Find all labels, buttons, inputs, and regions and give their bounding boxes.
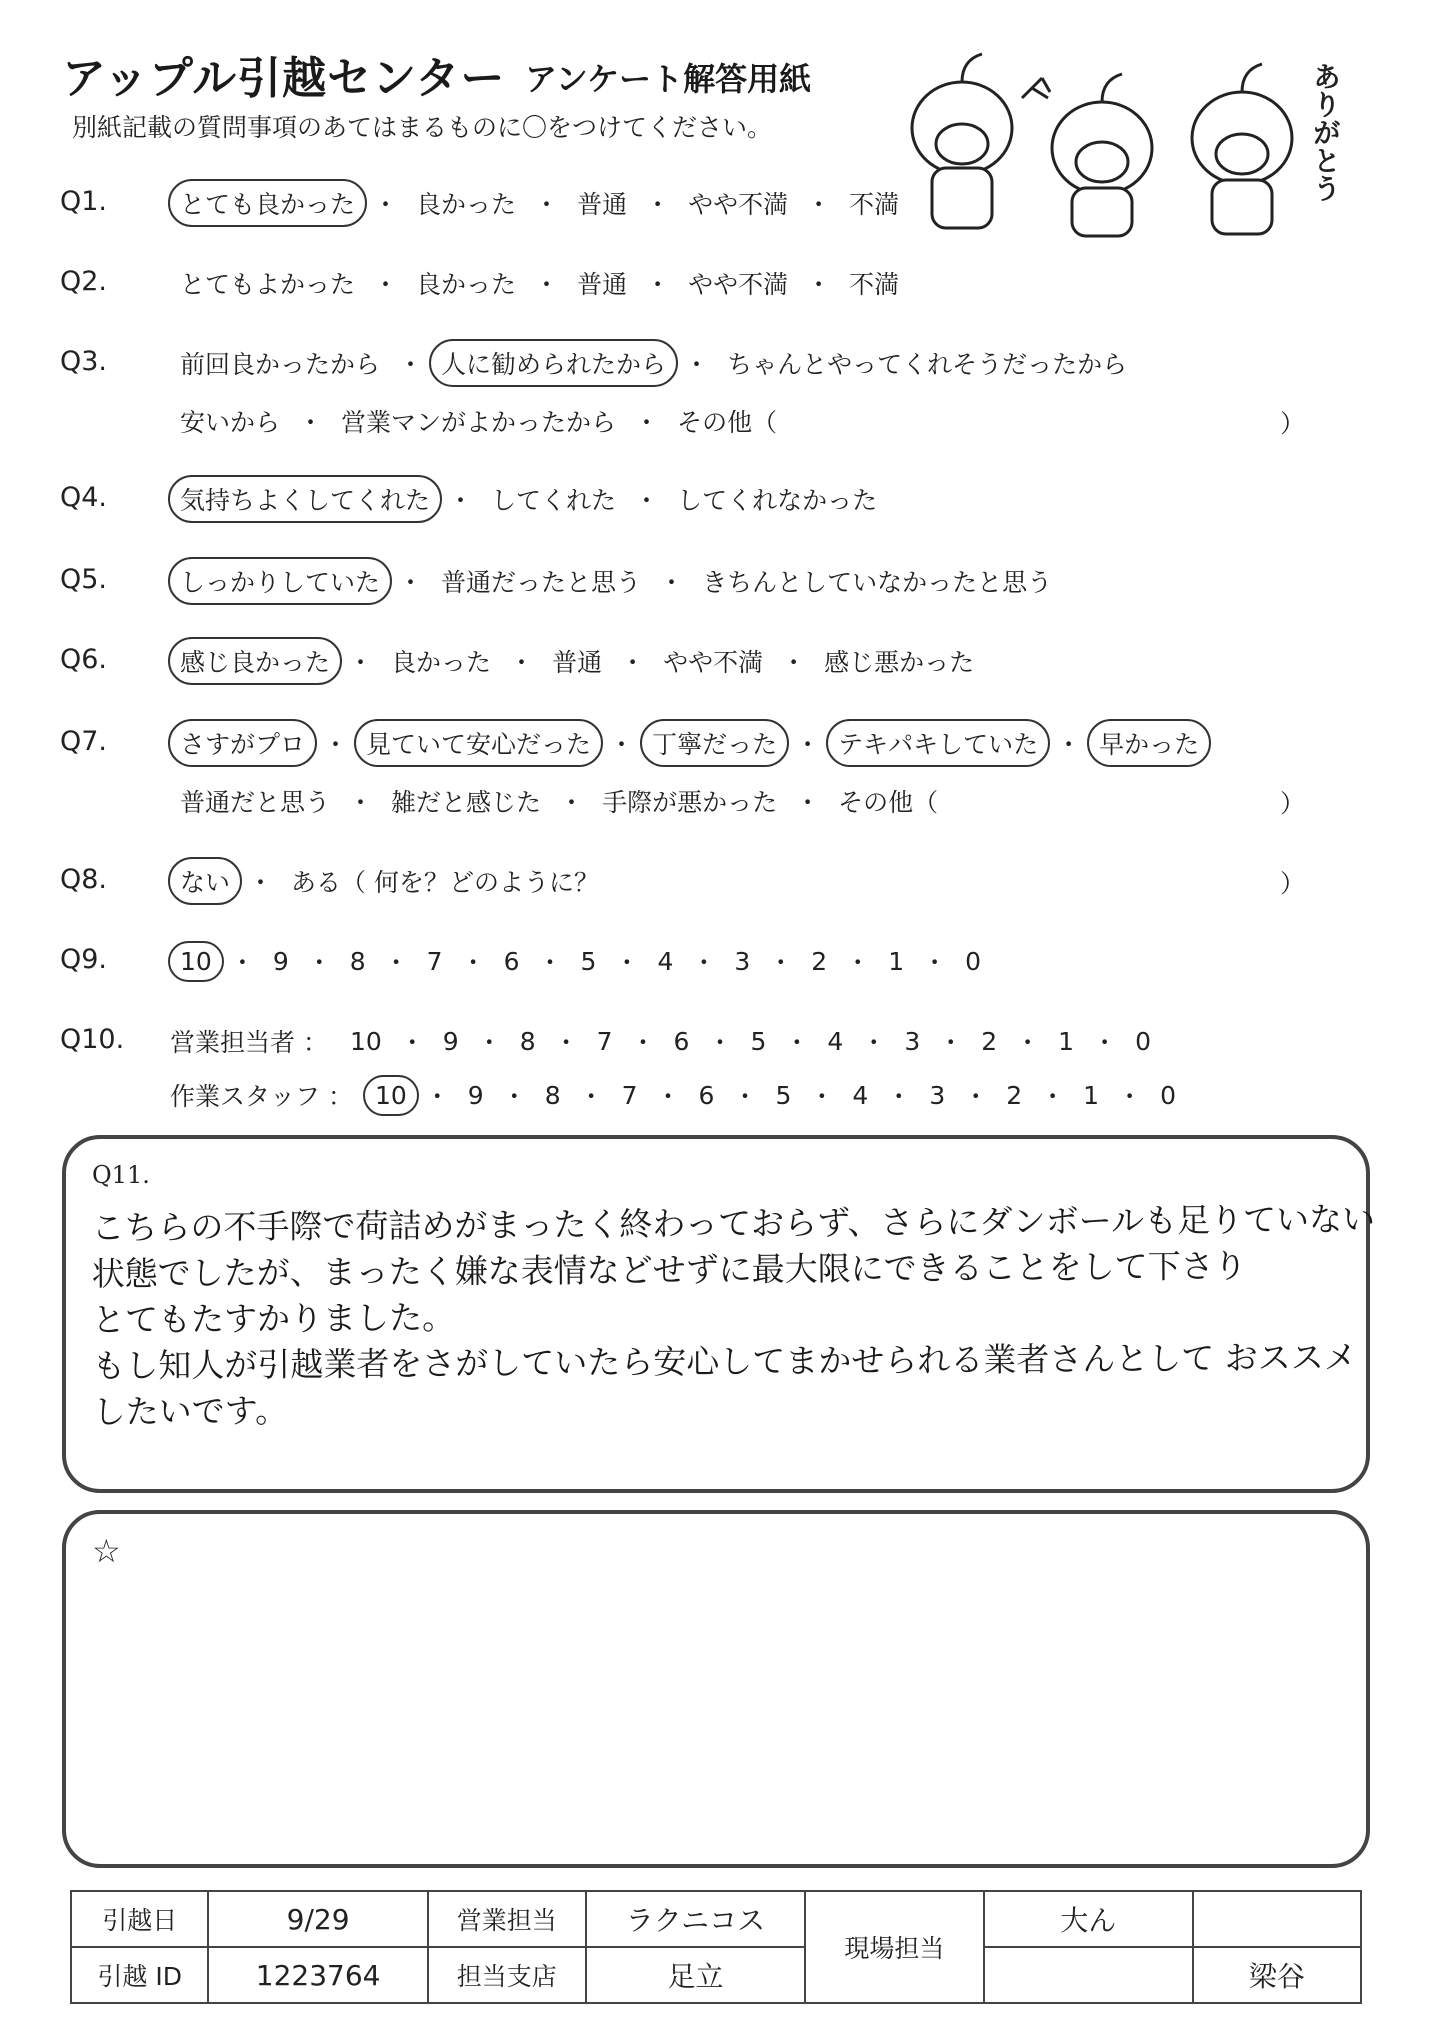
- option[interactable]: 良かった: [416, 270, 517, 299]
- score-category-label: 営業担当者 ：: [170, 1028, 328, 1057]
- option-separator: ・: [886, 1082, 912, 1111]
- option-separator: ・: [781, 648, 807, 677]
- option-separator: ・: [614, 948, 640, 977]
- option-separator: ・: [861, 1028, 887, 1057]
- score-category-label: 作業スタッフ ：: [170, 1082, 353, 1111]
- option[interactable]: きちんとしていなかったと思う: [702, 568, 1053, 597]
- option[interactable]: 0: [1160, 1080, 1176, 1110]
- move-date-value[interactable]: 9/29: [208, 1891, 427, 1947]
- option[interactable]: ちゃんとやってくれそうだったから: [727, 350, 1128, 379]
- option[interactable]: 3: [904, 1026, 921, 1056]
- option[interactable]: 1: [1083, 1080, 1100, 1110]
- option[interactable]: その他（: [838, 788, 939, 817]
- question-label: Q9.: [60, 944, 108, 975]
- option[interactable]: 雑だと感じた: [391, 788, 542, 817]
- option[interactable]: 9: [272, 946, 289, 976]
- option[interactable]: とてもよかった: [180, 270, 356, 299]
- option[interactable]: してくれた: [491, 486, 617, 515]
- option-separator: ・: [922, 948, 948, 977]
- question-label: Q8.: [60, 864, 108, 895]
- option-separator: ・: [578, 1082, 604, 1111]
- option-separator: ・: [768, 948, 794, 977]
- option[interactable]: 不満: [849, 270, 900, 299]
- option[interactable]: 7: [426, 946, 443, 976]
- option-separator: ・: [707, 1028, 733, 1057]
- option[interactable]: 4: [657, 946, 674, 976]
- option-separator: ・: [501, 1082, 527, 1111]
- question-options: [168, 938, 993, 984]
- q11-label: Q11.: [92, 1161, 150, 1189]
- option-separator: ・: [1040, 1082, 1066, 1111]
- option[interactable]: 8: [349, 946, 366, 976]
- move-date-label: 引越日: [71, 1891, 208, 1947]
- option[interactable]: 手際が悪かった: [602, 788, 778, 817]
- page-title: アップル引越センター: [62, 53, 506, 104]
- option[interactable]: 6: [673, 1026, 690, 1056]
- option-separator: ・: [795, 730, 821, 759]
- question-options: [168, 558, 1064, 604]
- form-subtitle: アンケート解答用紙: [525, 60, 812, 98]
- option-separator: ・: [655, 1082, 681, 1111]
- branch-value[interactable]: 足立: [586, 1947, 805, 2003]
- option[interactable]: 安いから: [180, 408, 281, 437]
- star-icon: ☆: [92, 1532, 121, 1570]
- option-separator: ・: [348, 788, 374, 817]
- option-separator: ・: [732, 1082, 758, 1111]
- question-options: [168, 340, 1139, 386]
- option[interactable]: 1: [1058, 1026, 1075, 1056]
- question-label: Q3.: [60, 346, 108, 377]
- option[interactable]: 4: [827, 1026, 844, 1056]
- option-separator: ・: [448, 486, 474, 515]
- question-label: Q6.: [60, 644, 108, 675]
- option-selected[interactable]: しっかりしていた: [168, 557, 392, 605]
- option-separator: ・: [424, 1082, 450, 1111]
- option-separator: ・: [373, 190, 399, 219]
- question-options: [168, 476, 889, 522]
- close-paren: ）: [1280, 869, 1306, 898]
- option-selected[interactable]: とても良かった: [168, 179, 367, 227]
- option-separator: ・: [1117, 1082, 1143, 1111]
- question-label: Q4.: [60, 482, 108, 513]
- option-separator: ・: [620, 648, 646, 677]
- question-label: Q1.: [60, 186, 108, 217]
- site-value-empty[interactable]: [1193, 1891, 1361, 1947]
- option[interactable]: ある（ 何を？どのように？: [291, 868, 599, 897]
- mascot-left: [912, 54, 1012, 228]
- option[interactable]: 9: [467, 1080, 484, 1110]
- question-options: [168, 720, 1211, 766]
- site-value-empty-2[interactable]: [984, 1947, 1193, 2003]
- option-selected[interactable]: 感じ良かった: [168, 637, 342, 685]
- option-separator: ・: [795, 788, 821, 817]
- option[interactable]: 前回良かったから: [180, 350, 381, 379]
- option-separator: ・: [553, 1028, 579, 1057]
- option[interactable]: 良かった: [416, 190, 517, 219]
- option-separator: ・: [298, 408, 324, 437]
- option[interactable]: 感じ悪かった: [824, 648, 975, 677]
- option-separator: ・: [609, 730, 635, 759]
- option[interactable]: 2: [811, 946, 828, 976]
- option-separator: ・: [845, 948, 871, 977]
- sales-value[interactable]: ラクニコス: [586, 1891, 805, 1947]
- option-separator: ・: [398, 350, 424, 379]
- option[interactable]: 10: [349, 1026, 382, 1056]
- option[interactable]: 5: [775, 1080, 792, 1110]
- option[interactable]: してくれなかった: [677, 486, 878, 515]
- option[interactable]: 普通: [577, 190, 628, 219]
- option-separator: ・: [784, 1028, 810, 1057]
- option-separator: ・: [809, 1082, 835, 1111]
- option-separator: ・: [684, 350, 710, 379]
- option-separator: ・: [348, 648, 374, 677]
- option[interactable]: 6: [503, 946, 520, 976]
- option-selected[interactable]: ない: [168, 857, 242, 905]
- option[interactable]: やや不満: [688, 270, 789, 299]
- option[interactable]: 2: [1006, 1080, 1023, 1110]
- option[interactable]: 普通: [552, 648, 603, 677]
- comment-line: 状態でしたが、まったく嫌な表情などせずに最大限にできることをして下さり: [91, 1246, 1247, 1294]
- option-selected[interactable]: 見ていて安心だった: [354, 719, 603, 767]
- footer-table: [70, 1890, 1362, 2004]
- question-options: [170, 1072, 1188, 1118]
- option-separator: ・: [938, 1028, 964, 1057]
- option-separator: ・: [306, 948, 332, 977]
- option[interactable]: 7: [596, 1026, 613, 1056]
- option-selected[interactable]: 10: [363, 1075, 419, 1116]
- option[interactable]: やや不満: [663, 648, 764, 677]
- option-separator: ・: [806, 270, 832, 299]
- q11-comment-box[interactable]: [62, 1135, 1376, 1493]
- option-separator: ・: [398, 568, 424, 597]
- option-separator: ・: [634, 408, 660, 437]
- option-separator: ・: [248, 868, 274, 897]
- option-separator: ・: [559, 788, 585, 817]
- question-label: Q5.: [60, 564, 108, 595]
- option[interactable]: 2: [981, 1026, 998, 1056]
- mascot-right: [1192, 64, 1292, 234]
- option-selected[interactable]: 丁寧だった: [640, 719, 789, 767]
- option-separator: ・: [630, 1028, 656, 1057]
- option-selected[interactable]: 人に勧められたから: [429, 339, 678, 387]
- comment-line: したいです。: [92, 1390, 289, 1432]
- option[interactable]: 4: [852, 1080, 869, 1110]
- option-separator: ・: [1056, 730, 1082, 759]
- option-separator: ・: [1092, 1028, 1118, 1057]
- close-paren: ）: [1280, 789, 1306, 818]
- option[interactable]: 3: [734, 946, 751, 976]
- question-options: [168, 858, 611, 904]
- move-id-value[interactable]: 1223764: [208, 1947, 427, 2003]
- option[interactable]: 5: [750, 1026, 767, 1056]
- option[interactable]: 普通: [577, 270, 628, 299]
- mascot-illustration: [892, 48, 1352, 238]
- option[interactable]: 良かった: [391, 648, 492, 677]
- option-separator: ・: [383, 948, 409, 977]
- option-separator: ・: [659, 568, 685, 597]
- q11-handwritten-comment: [91, 1197, 1376, 1436]
- option[interactable]: 0: [965, 946, 982, 976]
- option[interactable]: 7: [621, 1080, 638, 1110]
- option-separator: ・: [1015, 1028, 1041, 1057]
- branch-label: 担当支店: [428, 1947, 586, 2003]
- option-separator: ・: [509, 648, 535, 677]
- option[interactable]: 8: [519, 1026, 536, 1056]
- close-paren: ）: [1280, 409, 1306, 438]
- mascot-center: [1022, 74, 1152, 236]
- option[interactable]: 1: [888, 946, 905, 976]
- comment-line: もし知人が引越業者をさがしていたら安心してまかせられる業者さんとして おススメ: [92, 1337, 1357, 1386]
- star-note-box[interactable]: [62, 1510, 1370, 1868]
- option-selected[interactable]: 気持ちよくしてくれた: [168, 475, 442, 523]
- option[interactable]: 普通だったと思う: [441, 568, 642, 597]
- option[interactable]: 9: [442, 1026, 459, 1056]
- question-options: [168, 778, 950, 824]
- question-options: [170, 1018, 1163, 1064]
- option[interactable]: 0: [1135, 1026, 1151, 1056]
- comment-line: こちらの不手際で荷詰めがまったく終わっておらず、さらにダンボールも足りていない: [91, 1199, 1376, 1248]
- option[interactable]: 営業マンがよかったから: [341, 408, 617, 437]
- site-label: 現場担当: [805, 1891, 983, 2003]
- question-options: [168, 260, 911, 306]
- option[interactable]: 6: [698, 1080, 715, 1110]
- option-separator: ・: [691, 948, 717, 977]
- option-separator: ・: [373, 270, 399, 299]
- option-separator: ・: [537, 948, 563, 977]
- option-selected[interactable]: 10: [168, 941, 224, 982]
- question-label: Q7.: [60, 726, 108, 757]
- option[interactable]: やや不満: [688, 190, 789, 219]
- option[interactable]: 不満: [849, 190, 900, 219]
- site-value-2[interactable]: 梁谷: [1193, 1947, 1361, 2003]
- option-separator: ・: [460, 948, 486, 977]
- option-separator: ・: [476, 1028, 502, 1057]
- option[interactable]: 5: [580, 946, 597, 976]
- option-separator: ・: [645, 190, 671, 219]
- site-value-1[interactable]: 大ん: [984, 1891, 1193, 1947]
- option-selected[interactable]: 早かった: [1087, 719, 1211, 767]
- move-id-label: 引越 ID: [71, 1947, 208, 2003]
- option-separator: ・: [534, 190, 560, 219]
- thanks-text: ありがとう: [1309, 62, 1342, 202]
- question-label: Q2.: [60, 266, 108, 297]
- question-label: Q10.: [60, 1024, 125, 1055]
- sales-label: 営業担当: [428, 1891, 586, 1947]
- option-selected[interactable]: テキパキしていた: [826, 719, 1050, 767]
- option-separator: ・: [323, 730, 349, 759]
- option[interactable]: 3: [929, 1080, 946, 1110]
- option-separator: ・: [229, 948, 255, 977]
- option-separator: ・: [963, 1082, 989, 1111]
- option-separator: ・: [534, 270, 560, 299]
- option[interactable]: 8: [544, 1080, 561, 1110]
- comment-line: とてもたすかりました。: [91, 1297, 456, 1340]
- option[interactable]: 普通だと思う: [180, 788, 331, 817]
- option-separator: ・: [399, 1028, 425, 1057]
- option[interactable]: その他（: [677, 408, 778, 437]
- option-separator: ・: [645, 270, 671, 299]
- question-options: [168, 638, 986, 684]
- option-selected[interactable]: さすがプロ: [168, 719, 317, 767]
- question-options: [168, 180, 911, 226]
- question-options: [168, 398, 789, 444]
- option-separator: ・: [634, 486, 660, 515]
- option-separator: ・: [806, 190, 832, 219]
- instruction-text: 別紙記載の質問事項のあてはまるものに〇をつけてください。: [72, 113, 773, 142]
